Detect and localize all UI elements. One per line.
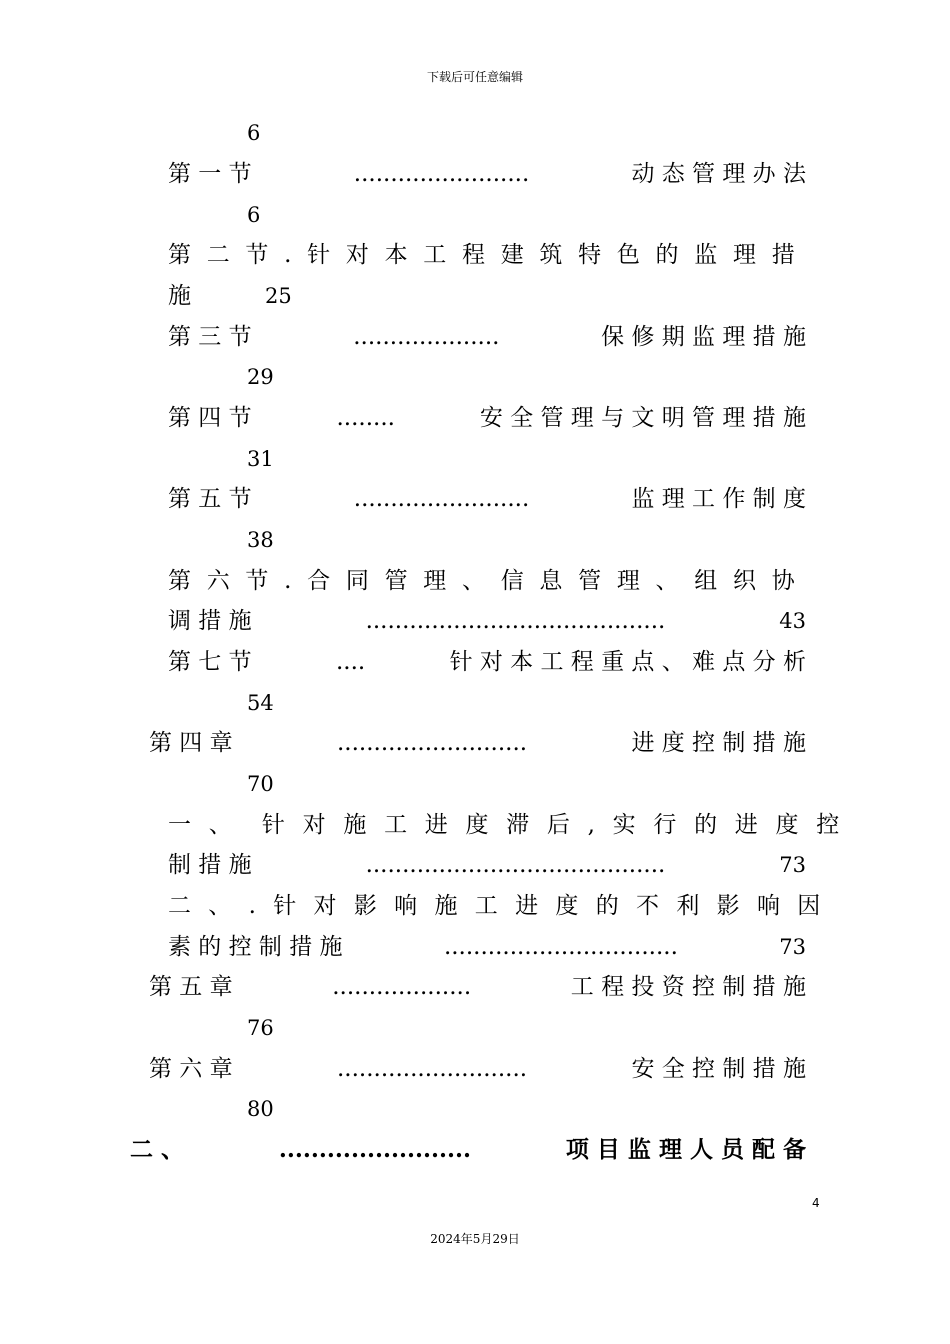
- toc-page-number: 54: [247, 691, 274, 715]
- toc-page-number: 6: [247, 203, 261, 227]
- toc-page-number: 80: [247, 1097, 274, 1121]
- toc-entry-continuation: [168, 930, 806, 964]
- toc-entry-label: 调 措 施: [168, 608, 252, 634]
- toc-entry[interactable]: 第 六 节 . 合 同 管 理 、 信 息 管 理 、 组 织 协: [168, 568, 799, 594]
- toc-part[interactable]: [130, 1133, 806, 1167]
- toc-chapter[interactable]: [149, 726, 806, 760]
- toc-entry-label: 第 三 节: [168, 324, 252, 350]
- toc-entry-continuation: [168, 604, 806, 638]
- toc-dot-leader: ..........................: [336, 1056, 528, 1082]
- toc-entry-title: 安 全 管 理 与 文 明 管 理 措 施: [479, 405, 806, 431]
- toc-entry-title: 工 程 投 资 控 制 措 施: [570, 974, 806, 1000]
- toc-entry-title: 针 对 本 工 程 重 点 、 难 点 分 析: [449, 649, 806, 675]
- toc-dot-leader: ...................: [332, 974, 472, 1000]
- toc-entry-label: 素 的 控 制 措 施: [168, 934, 343, 960]
- toc-entry-label: 第 四 节: [168, 405, 252, 431]
- toc-dot-leader: ..........................: [336, 730, 528, 756]
- toc-entry[interactable]: [168, 645, 806, 679]
- toc-chapter[interactable]: [149, 1052, 806, 1086]
- toc-entry-label: 二 、: [130, 1136, 185, 1163]
- toc-dot-leader: ........: [336, 405, 395, 431]
- toc-dot-leader: ....................: [353, 324, 500, 350]
- toc-page-number: 6: [247, 121, 261, 145]
- toc-entry-label: 第 六 章: [149, 1056, 233, 1082]
- toc-entry-label: 第 七 节: [168, 649, 252, 675]
- toc-dot-leader: .........................................: [365, 608, 666, 634]
- page-number: 4: [812, 1196, 820, 1210]
- toc-page-number: 70: [247, 772, 274, 796]
- toc-entry[interactable]: [168, 401, 806, 435]
- toc-page-number: 43: [779, 609, 806, 633]
- toc-page-number: 38: [247, 528, 274, 552]
- toc-dot-leader: .........................................: [365, 852, 666, 878]
- toc-entry[interactable]: 第 二 节 . 针 对 本 工 程 建 筑 特 色 的 监 理 措: [168, 242, 799, 268]
- toc-dot-leader: ........................: [353, 161, 530, 187]
- toc-entry[interactable]: [168, 482, 806, 516]
- toc-page-number: 25: [265, 284, 292, 308]
- toc-entry-title: 进 度 控 制 措 施: [631, 730, 806, 756]
- toc-dot-leader: ........................: [353, 486, 530, 512]
- toc-entry[interactable]: [168, 157, 806, 191]
- toc-entry-label: 第 五 节: [168, 486, 252, 512]
- toc-entry-label: 施: [168, 283, 191, 309]
- toc-entry-title: 安 全 控 制 措 施: [631, 1056, 806, 1082]
- toc-chapter[interactable]: [149, 970, 806, 1004]
- toc-entry[interactable]: 二 、 . 针 对 影 响 施 工 进 度 的 不 利 影 响 因: [168, 893, 826, 919]
- footer-date: 2024年5月29日: [430, 1232, 520, 1246]
- toc-dot-leader: ................................: [443, 934, 678, 960]
- toc-entry-continuation: [168, 279, 292, 313]
- toc-page-number: 73: [779, 853, 806, 877]
- toc-dot-leader: ....: [335, 649, 366, 675]
- toc-entry-continuation: [168, 848, 806, 882]
- toc-entry-label: 制 措 施: [168, 852, 252, 878]
- toc-entry-title: 项 目 监 理 人 员 配 备: [565, 1136, 806, 1163]
- toc-entry-label: 第 四 章: [149, 730, 233, 756]
- toc-page-number: 31: [247, 447, 274, 471]
- toc-entry-label: 第 五 章: [149, 974, 233, 1000]
- toc-entry-label: 第 一 节: [168, 161, 252, 187]
- toc-page-number: 29: [247, 365, 274, 389]
- toc-entry-title: 保 修 期 监 理 措 施: [601, 324, 806, 350]
- toc-entry-title: 动 态 管 理 办 法: [631, 161, 806, 187]
- toc-page-number: 76: [247, 1016, 274, 1040]
- toc-entry-title: 监 理 工 作 制 度: [631, 486, 806, 512]
- toc-entry[interactable]: 一 、 针 对 施 工 进 度 滞 后 , 实 行 的 进 度 控: [168, 812, 845, 838]
- toc-dot-leader: ........................: [278, 1136, 472, 1163]
- toc-entry[interactable]: [168, 320, 806, 354]
- page-header: 下载后可任意编辑: [426, 70, 523, 84]
- toc-page-number: 73: [779, 935, 806, 959]
